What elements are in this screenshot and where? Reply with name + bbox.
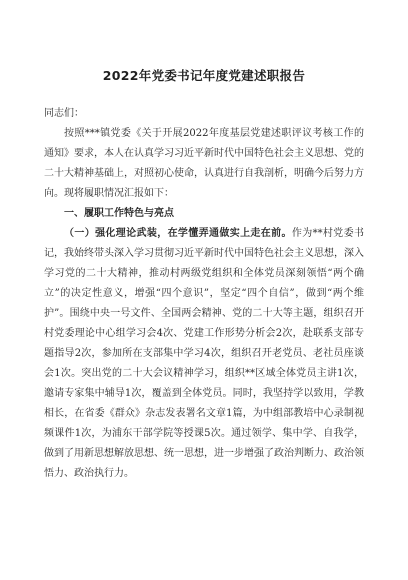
subsection-paragraph-1: [44, 224, 364, 484]
subsection-lead-1: （一）强化理论武装，在学懂弄通做实上走在前。: [64, 228, 292, 239]
document-title: 2022年党委书记年度党建述职报告: [102, 68, 306, 83]
greeting: 同志们：: [44, 108, 84, 119]
subsection-body-1: 作为**村党委书记，我始终带头深入学习贯彻习近平新时代中国特色社会主义思想，深入学习党的二十大精神，推动村两级党组织和全体党员深刻领悟“两个确立”的决定性意义，增强“四个意识”，坚定“四个自信”，做到“两个维护”。围绕中央一号文件、全国两会精神、党的二十大等主题，组织召开村党委理论中心组学习会4次、党建工作形势分析会2次，赴联系支部专题指导2次，参加所在支部集中学习4次，组织召开老党员、老社员座谈会1次。突出党的二十大会议精神学习，组织**区域全体党员主讲1次，邀请专家集中辅导1次，覆盖到全体党员。同时，我坚持学以致用，学教相长，在省委《群众》杂志发表署名文章1篇，为中组部教培中心录制视频课件1次，为浦东干部学院等授课5次。通过领学、集中学、自我学，做到了用新思想解放思想、统一思想，进一步增强了政治判断力、政治领悟力、政治执行力。: [44, 228, 365, 479]
section-heading-1: 一、履职工作特色与亮点: [64, 208, 174, 219]
intro-paragraph: 按照***镇党委《关于开展2022年度基层党建述职评议考核工作的通知》要求，本人在认真学习习近平新时代中国特色社会主义思想、党的二十大精神基础上，对照初心使命，认真进行自我剖析，明确今后努力方向。现将履职情况汇报如下：: [44, 128, 364, 199]
